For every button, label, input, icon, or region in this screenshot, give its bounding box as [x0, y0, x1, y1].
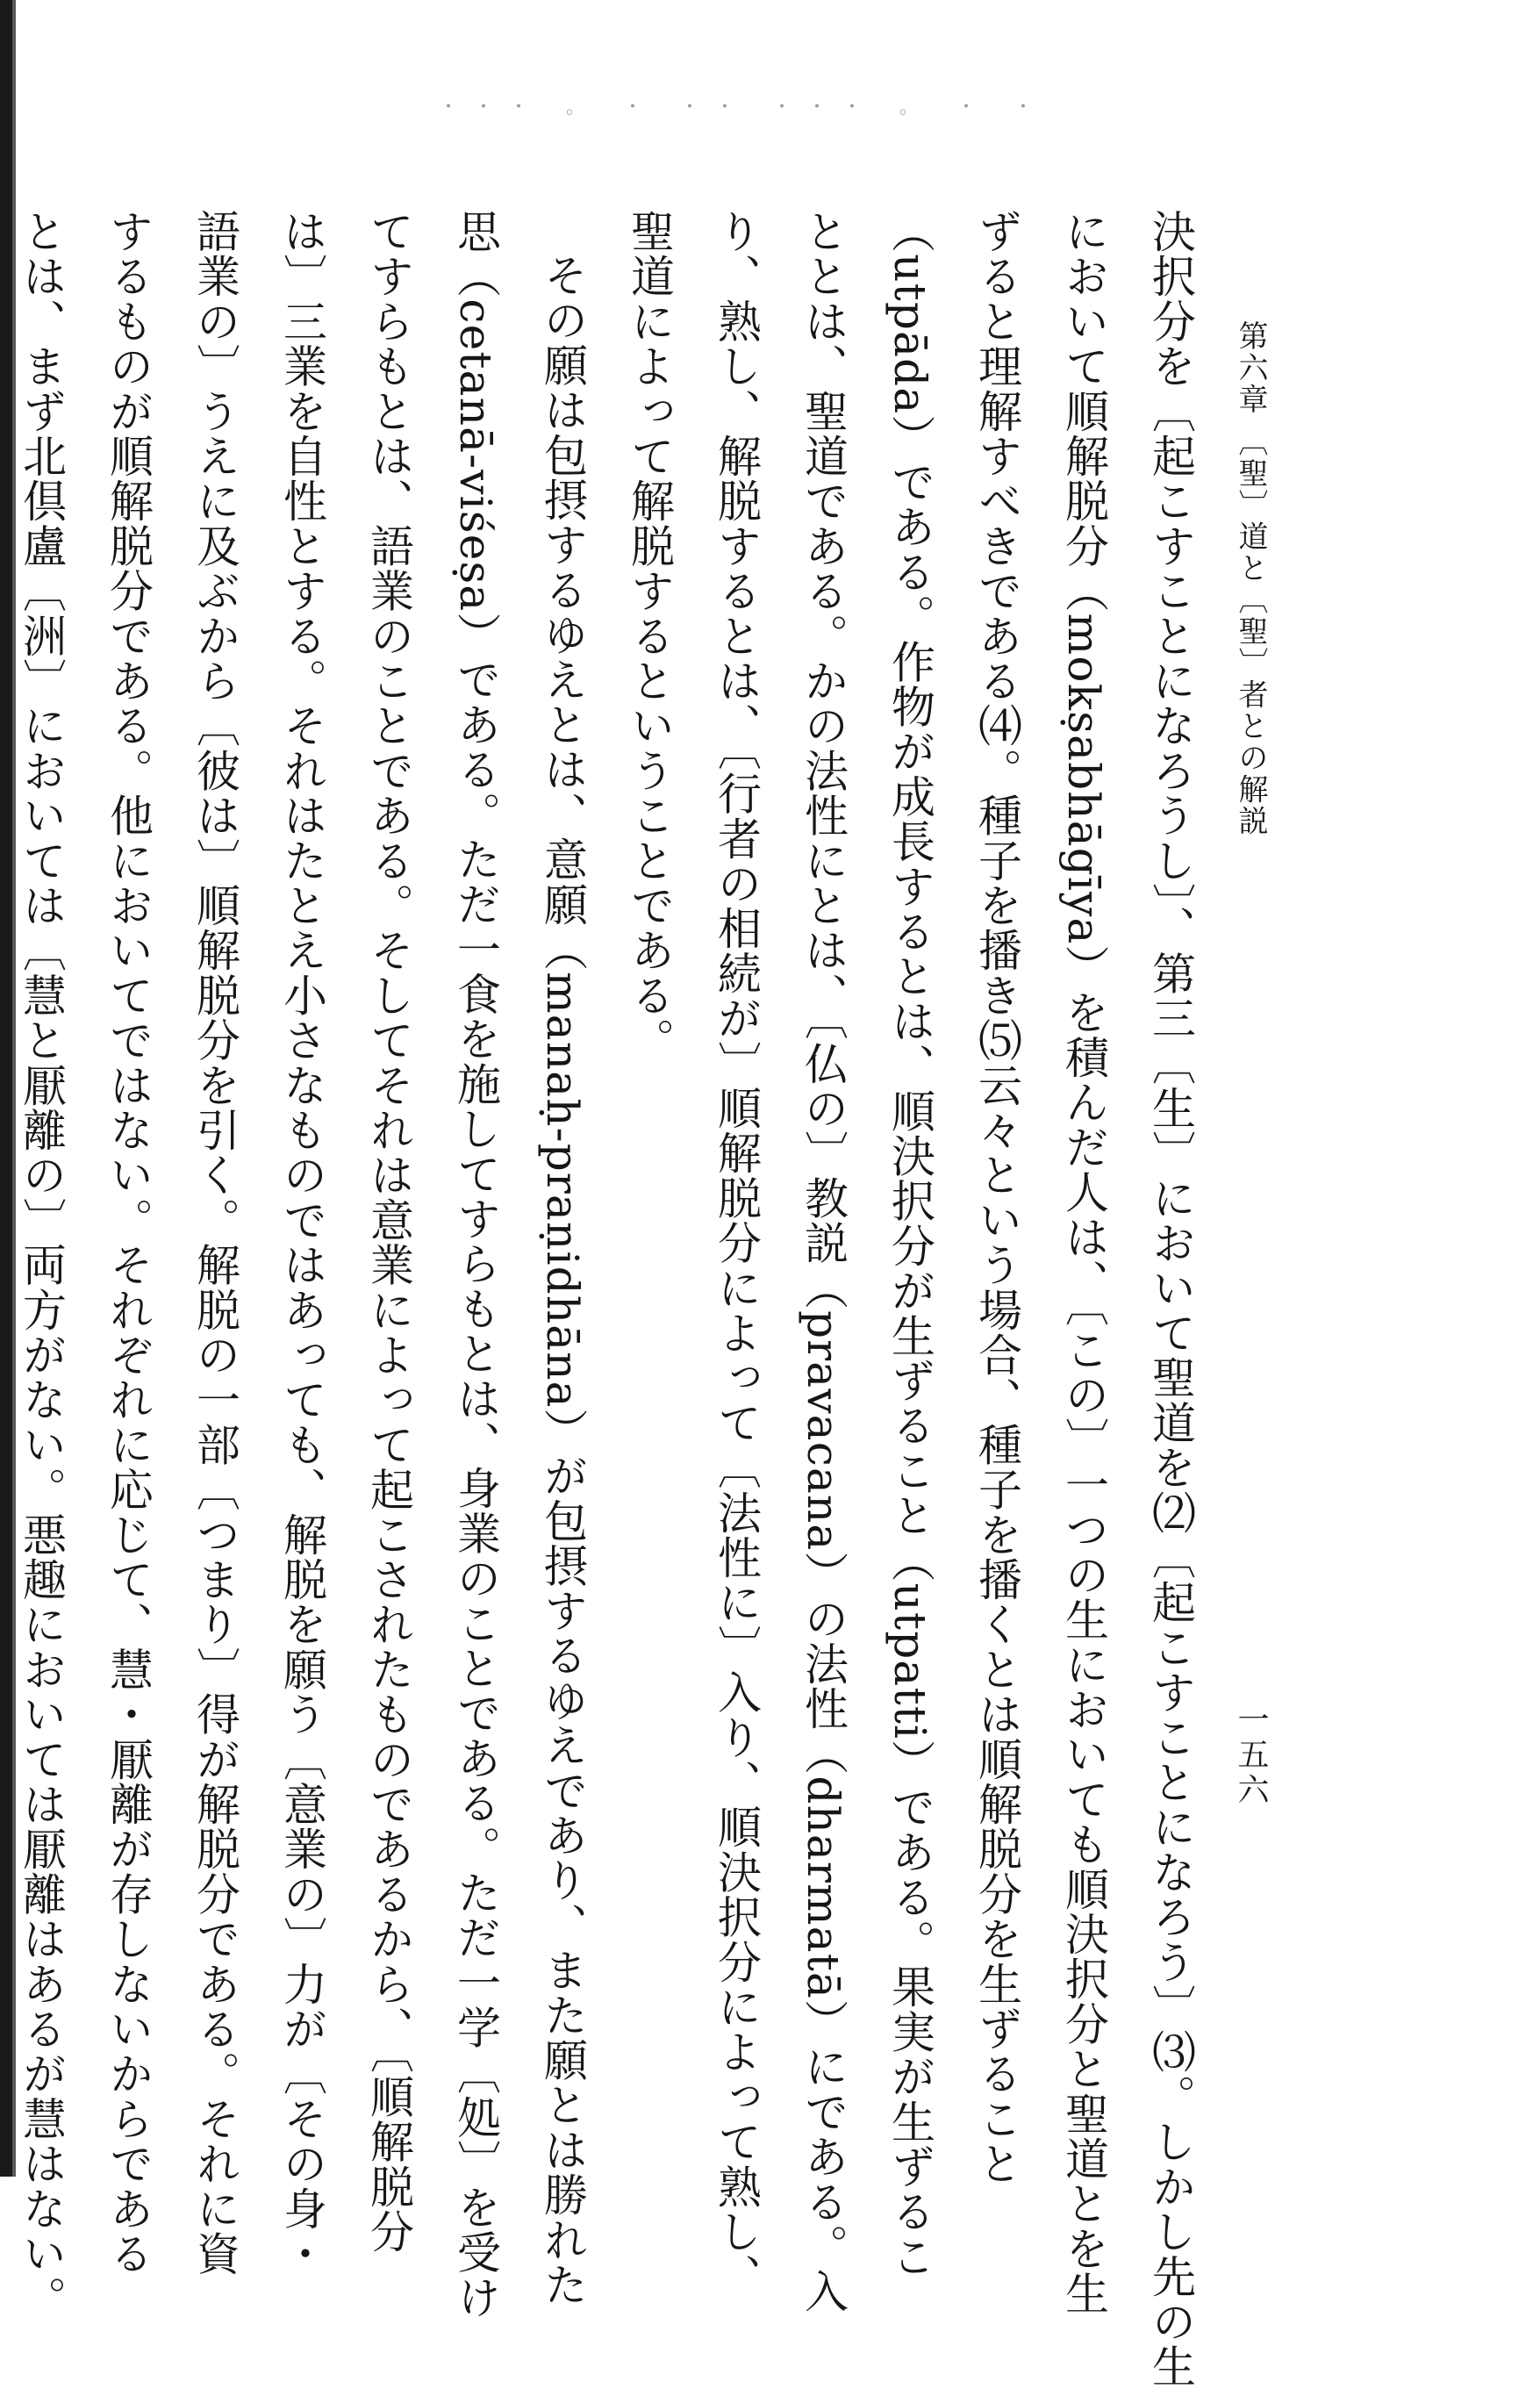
- text-line: 聖道によって解脱するということである。: [624, 209, 675, 1063]
- text-line: するものが順解脱分である。他においてではない。それぞれに応じて、慧・厭離が存しないからである: [103, 209, 154, 2277]
- body-text: [16, 209, 1214, 2389]
- page-number: 一五六: [1233, 1703, 1269, 1808]
- text-line: において順解脱分（mokṣabhāgīya）を積んだ人は、〔この〕一つの生においても順決択分と聖道とを生: [1058, 209, 1109, 2316]
- text-line: （utpāda）である。作物が成長するとは、順決択分が生ずること（utpatti）である。果実が生ずるこ: [885, 209, 935, 2279]
- text-line: 語業の〕うえに及ぶから〔彼は〕順解脱分を引く。解脱の一部〔つまり〕得が解脱分である。それに資: [190, 209, 240, 2277]
- text-line: 思（cetanā-viśeṣa）である。ただ一食を施してすらもとは、身業のことである。ただ一学〔処〕を受け: [450, 209, 501, 2320]
- bleed-through-marks: ・・・ 。 ・ ・・ ・・・ 。 ・ ・: [439, 97, 1049, 118]
- text-line: とは、まず北倶盧〔洲〕においては〔慧と厭離の〕両方がない。悪趣においては厭離はあるが慧はない。: [16, 209, 67, 2321]
- text-line: 決択分を〔起こすことになろうし〕、第三〔生〕において聖道を⑵〔起こすことになろう〕⑶。しかし先の生: [1145, 209, 1196, 2389]
- running-header: 第六章 〔聖〕道と〔聖〕者との解説: [1233, 320, 1268, 837]
- text-line: てすらもとは、語業のことである。そしてそれは意業によって起こされたものであるから、〔順解脱分: [363, 209, 414, 2255]
- text-line: り、熟し、解脱するとは、〔行者の相続が〕順解脱分によって〔法性に〕入り、順決択分によって熟し、: [711, 209, 762, 2299]
- text-line: は〕三業を自性とする。それはたとえ小さなものではあっても、解脱を願う〔意業の〕力が〔その身・: [276, 209, 327, 2277]
- text-line: ずると理解すべきである⑷。種子を播き⑸云々という場合、種子を播くとは順解脱分を生ずること: [971, 209, 1022, 2186]
- text-line: その願は包摂するゆえとは、意願（manaḥ-praṇidhāna）が包摂するゆえであり、また願とは勝れた: [537, 253, 588, 2307]
- text-line: ととは、聖道である。かの法性にとは、〔仏の〕教説（pravacana）の法性（dharmatā）にである。入: [798, 209, 849, 2314]
